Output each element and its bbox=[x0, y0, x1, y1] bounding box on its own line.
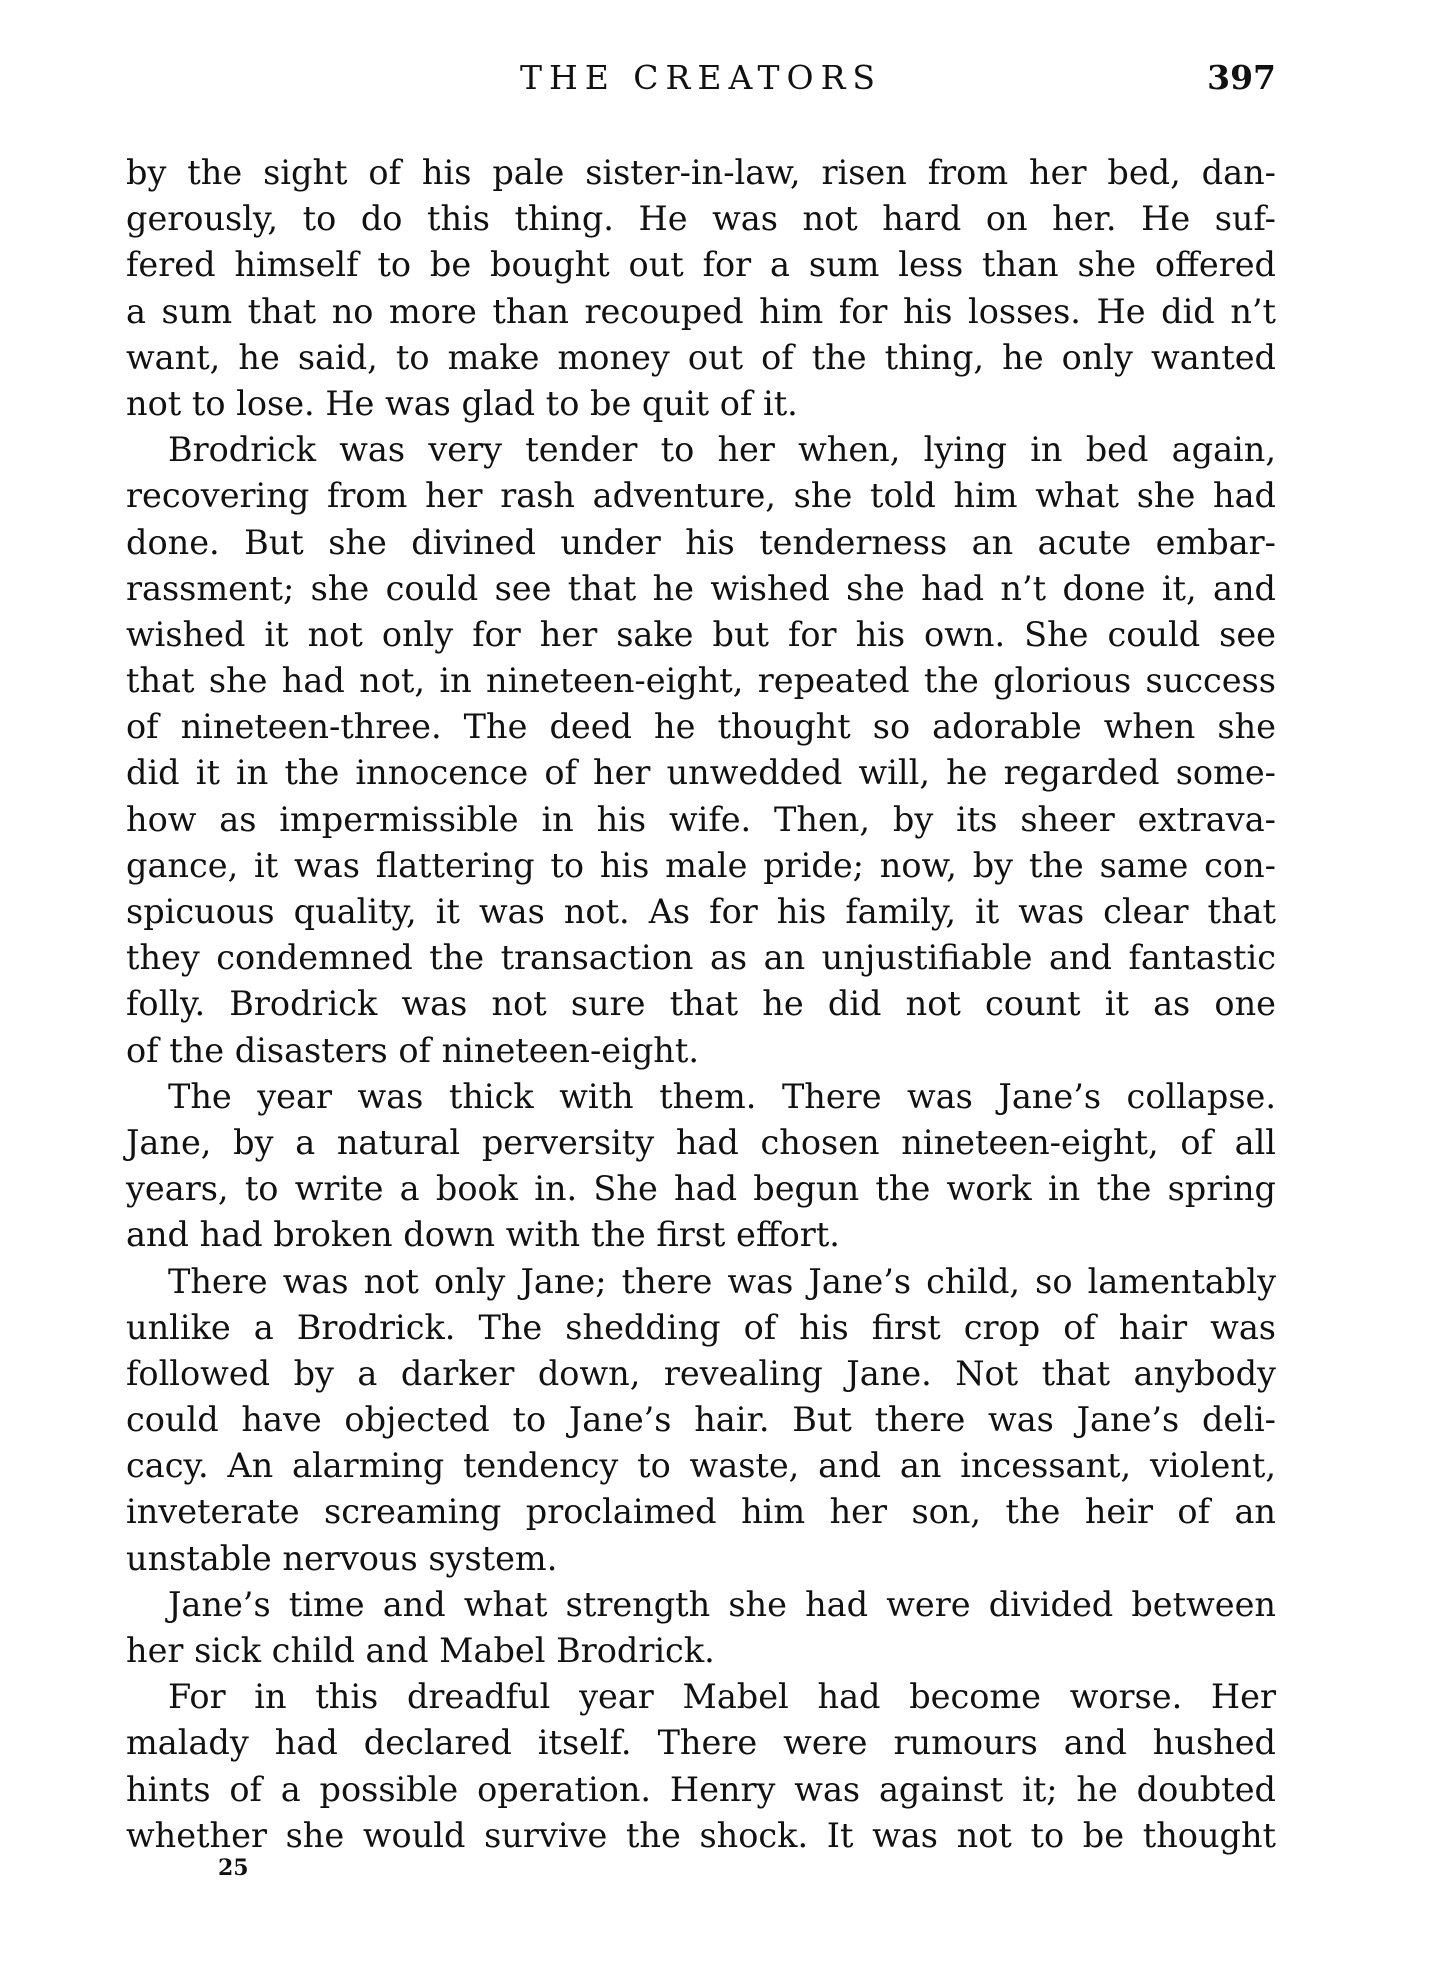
text-line: want, he said, to make money out of the thing, he only wanted bbox=[126, 337, 1276, 377]
text-line: gerously, to do this thing. He was not hard on her. He suf- bbox=[126, 199, 1276, 239]
text-line: fered himself to be bought out for a sum less than she offered bbox=[126, 245, 1276, 285]
text-line: malady had declared itself. There were rumours and hushed bbox=[126, 1723, 1276, 1763]
text-line: There was not only Jane; there was Jane’s child, so lamentably bbox=[168, 1261, 1276, 1301]
text-line: inveterate screaming proclaimed him her son, the heir of an bbox=[126, 1492, 1276, 1532]
text-line: cacy. An alarming tendency to waste, and an incessant, violent, bbox=[126, 1446, 1276, 1486]
text-line: wished it not only for her sake but for his own. She could see bbox=[126, 614, 1276, 654]
text-line: of the disasters of nineteen-eight. bbox=[126, 1030, 699, 1070]
text-line: followed by a darker down, revealing Jane. Not that anybody bbox=[126, 1353, 1276, 1393]
text-line: could have objected to Jane’s hair. But there was Jane’s deli- bbox=[126, 1400, 1276, 1440]
text-line: how as impermissible in his wife. Then, by its sheer extrava- bbox=[126, 799, 1276, 839]
text-line: and had broken down with the first effort. bbox=[126, 1215, 840, 1255]
text-line: of nineteen-three. The deed he thought so adorable when she bbox=[126, 707, 1276, 747]
text-line: not to lose. He was glad to be quit of it. bbox=[126, 383, 798, 423]
text-line: done. But she divined under his tenderness an acute embar- bbox=[126, 522, 1276, 562]
text-line: rassment; she could see that he wished she had n’t done it, and bbox=[126, 568, 1276, 608]
text-line: that she had not, in nineteen-eight, repeated the glorious success bbox=[126, 661, 1276, 701]
text-line: folly. Brodrick was not sure that he did not count it as one bbox=[126, 984, 1276, 1024]
signature-mark: 25 bbox=[218, 1855, 249, 1881]
running-header bbox=[126, 58, 1276, 104]
text-line: by the sight of his pale sister-in-law, risen from her bed, dan- bbox=[126, 153, 1276, 192]
text-line: unlike a Brodrick. The shedding of his first crop of hair was bbox=[126, 1307, 1276, 1347]
paragraph bbox=[126, 150, 1276, 427]
text-line: Jane’s time and what strength she had were divided between bbox=[168, 1584, 1276, 1624]
text-line: spicuous quality, it was not. As for his family, it was clear that bbox=[126, 892, 1276, 931]
text-line: they condemned the transaction as an unjustifiable and fantastic bbox=[126, 938, 1276, 978]
text-line: recovering from her rash adventure, she told him what she had bbox=[126, 476, 1276, 516]
page-body bbox=[126, 150, 1276, 1859]
paragraph bbox=[126, 1259, 1276, 1582]
text-line: unstable nervous system. bbox=[126, 1538, 558, 1578]
text-line: a sum that no more than recouped him for his losses. He did n’t bbox=[126, 291, 1276, 331]
paragraph bbox=[126, 1674, 1276, 1859]
text-line: whether she would survive the shock. It was not to be thought bbox=[126, 1815, 1276, 1855]
text-line: hints of a possible operation. Henry was against it; he doubted bbox=[126, 1769, 1276, 1809]
text-line: gance, it was flattering to his male pride; now, by the same con- bbox=[126, 845, 1276, 885]
text-line: did it in the innocence of her unwedded will, he regarded some- bbox=[126, 753, 1276, 793]
paragraph bbox=[126, 1582, 1276, 1674]
text-line: Jane, by a natural perversity had chosen nineteen-eight, of all bbox=[126, 1122, 1276, 1162]
text-line: For in this dreadful year Mabel had become worse. Her bbox=[168, 1677, 1276, 1717]
page-number: 397 bbox=[1207, 58, 1276, 97]
text-line: The year was thick with them. There was Jane’s collapse. bbox=[168, 1076, 1276, 1116]
text-line: years, to write a book in. She had begun the work in the spring bbox=[126, 1169, 1276, 1209]
text-line: Brodrick was very tender to her when, lying in bed again, bbox=[168, 430, 1276, 470]
running-title: THE CREATORS bbox=[519, 58, 883, 97]
paragraph bbox=[126, 1074, 1276, 1259]
paragraph bbox=[126, 427, 1276, 1074]
text-line: her sick child and Mabel Brodrick. bbox=[126, 1631, 715, 1670]
